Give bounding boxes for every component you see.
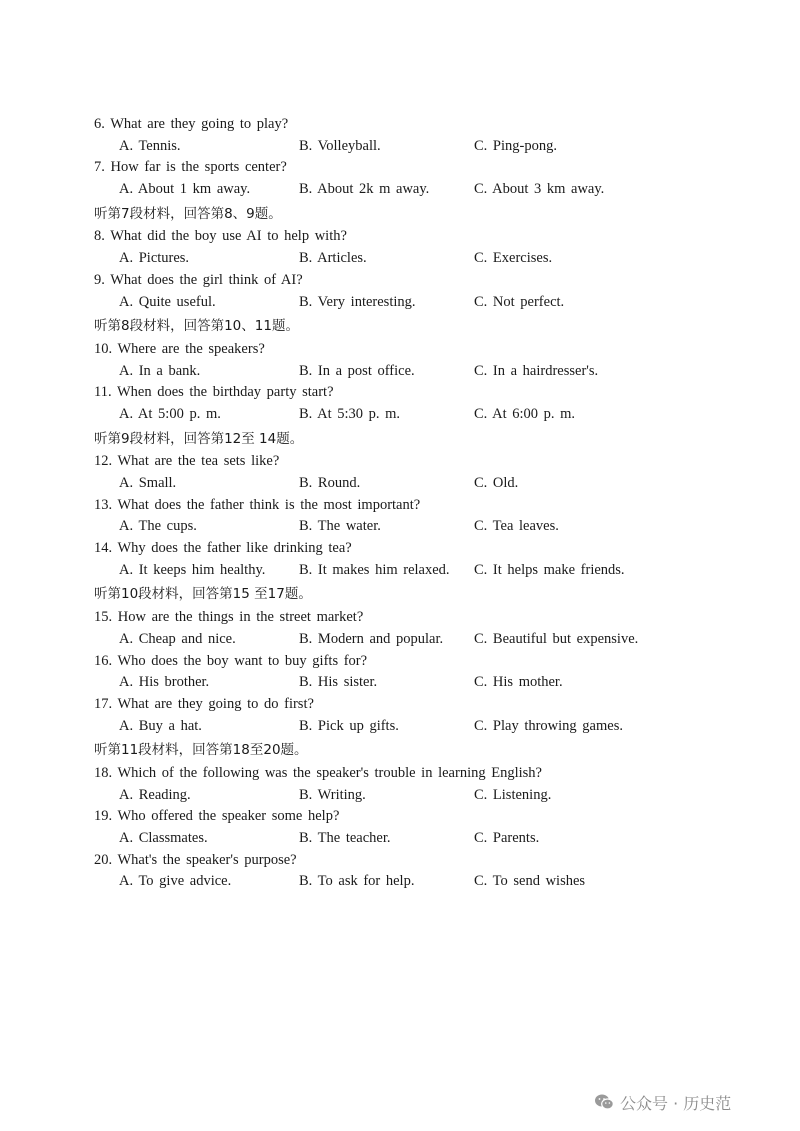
option-c: C. Not perfect. — [474, 293, 565, 310]
question-text: 16. Who does the boy want to buy gifts for? — [94, 652, 368, 669]
option-a: A. Pictures. — [119, 250, 190, 267]
options-row — [94, 871, 754, 893]
option-b: B. Round. — [299, 475, 361, 491]
option-c: C. Tea leaves. — [474, 518, 559, 535]
question-text: 15. How are the things in the street market? — [94, 609, 364, 626]
options-row — [94, 361, 754, 383]
option-a: A. In a bank. — [119, 362, 201, 379]
option-b: B. Modern and popular. — [299, 630, 444, 647]
question-text: 13. What does the father think is the most important? — [94, 496, 421, 513]
options-row — [94, 716, 754, 738]
option-a: A. At 5:00 p. m. — [119, 405, 221, 422]
option-a: A. Small. — [119, 475, 177, 491]
option-b: B. It makes him relaxed. — [299, 561, 450, 578]
option-c: C. About 3 km away. — [474, 181, 605, 198]
option-c: C. Parents. — [474, 830, 540, 846]
option-c: C. Beautiful but expensive. — [474, 630, 639, 647]
option-a: A. It keeps him healthy. — [119, 561, 266, 578]
option-a: A. Buy a hat. — [119, 717, 202, 734]
watermark — [594, 1091, 731, 1113]
options-row — [94, 292, 754, 314]
section-heading: 听第11段材料，回答第18至20题。 — [94, 742, 308, 759]
section-heading: 听第9段材料，回答第12至 14题。 — [94, 430, 304, 447]
options-row — [94, 560, 754, 582]
option-a: A. Classmates. — [119, 830, 208, 846]
options-row — [94, 136, 754, 158]
option-b: B. Pick up gifts. — [299, 717, 399, 734]
option-c: C. Play throwing games. — [474, 717, 623, 734]
option-c: C. Old. — [474, 475, 519, 491]
options-row — [94, 473, 754, 495]
question-text: 12. What are the tea sets like? — [94, 453, 280, 470]
option-b: B. The water. — [299, 518, 381, 535]
question-text: 14. Why does the father like drinking tea? — [94, 540, 352, 557]
option-c: C. To send wishes — [474, 873, 586, 890]
option-c: C. It helps make friends. — [474, 561, 625, 578]
option-b: B. Volleyball. — [299, 137, 381, 154]
option-a: A. Cheap and nice. — [119, 630, 236, 647]
option-c: C. In a hairdresser's. — [474, 362, 599, 379]
option-a: A. Quite useful. — [119, 293, 216, 310]
question-text: 7. How far is the sports center? — [94, 159, 287, 176]
watermark-text: 公众号 · 历史范 — [620, 1093, 732, 1113]
options-row — [94, 629, 754, 651]
question-text: 9. What does the girl think of AI? — [94, 271, 303, 288]
options-row — [94, 404, 754, 426]
option-a: A. About 1 km away. — [119, 181, 251, 198]
options-row — [94, 248, 754, 270]
option-b: B. In a post office. — [299, 362, 415, 379]
options-row — [94, 785, 754, 807]
options-row — [94, 672, 754, 694]
question-text: 18. Which of the following was the speaker's trouble in learning English? — [94, 764, 542, 781]
options-row — [94, 179, 754, 201]
option-a: A. Tennis. — [119, 137, 181, 154]
question-text: 20. What's the speaker's purpose? — [94, 851, 297, 868]
option-c: C. At 6:00 p. m. — [474, 405, 576, 422]
option-c: C. Listening. — [474, 786, 552, 803]
option-a: A. The cups. — [119, 518, 197, 535]
question-text: 19. Who offered the speaker some help? — [94, 808, 340, 825]
option-b: B. At 5:30 p. m. — [299, 405, 401, 422]
option-b: B. Articles. — [299, 250, 367, 267]
section-heading: 听第10段材料，回答第15 至17题。 — [94, 586, 312, 603]
option-c: C. Ping-pong. — [474, 137, 557, 154]
option-b: B. About 2k m away. — [299, 181, 430, 198]
options-row — [94, 516, 754, 538]
question-text: 17. What are they going to do first? — [94, 695, 314, 712]
section-heading: 听第8段材料，回答第10、11题。 — [94, 318, 299, 335]
option-b: B. Very interesting. — [299, 293, 416, 310]
option-c: C. Exercises. — [474, 250, 553, 267]
option-c: C. His mother. — [474, 674, 563, 691]
question-text: 6. What are they going to play? — [94, 116, 289, 132]
question-text: 8. What did the boy use AI to help with? — [94, 228, 347, 245]
option-b: B. Writing. — [299, 786, 366, 803]
options-row — [94, 828, 754, 850]
exam-page — [94, 114, 754, 893]
option-b: B. To ask for help. — [299, 873, 415, 890]
option-b: B. His sister. — [299, 674, 378, 691]
section-heading: 听第7段材料，回答第8、9题。 — [94, 205, 282, 222]
wechat-icon — [594, 1093, 614, 1111]
option-b: B. The teacher. — [299, 830, 391, 846]
option-a: A. Reading. — [119, 786, 191, 803]
question-text: 11. When does the birthday party start? — [94, 384, 334, 401]
option-a: A. His brother. — [119, 674, 210, 691]
question-text: 10. Where are the speakers? — [94, 340, 265, 357]
option-a: A. To give advice. — [119, 873, 232, 890]
